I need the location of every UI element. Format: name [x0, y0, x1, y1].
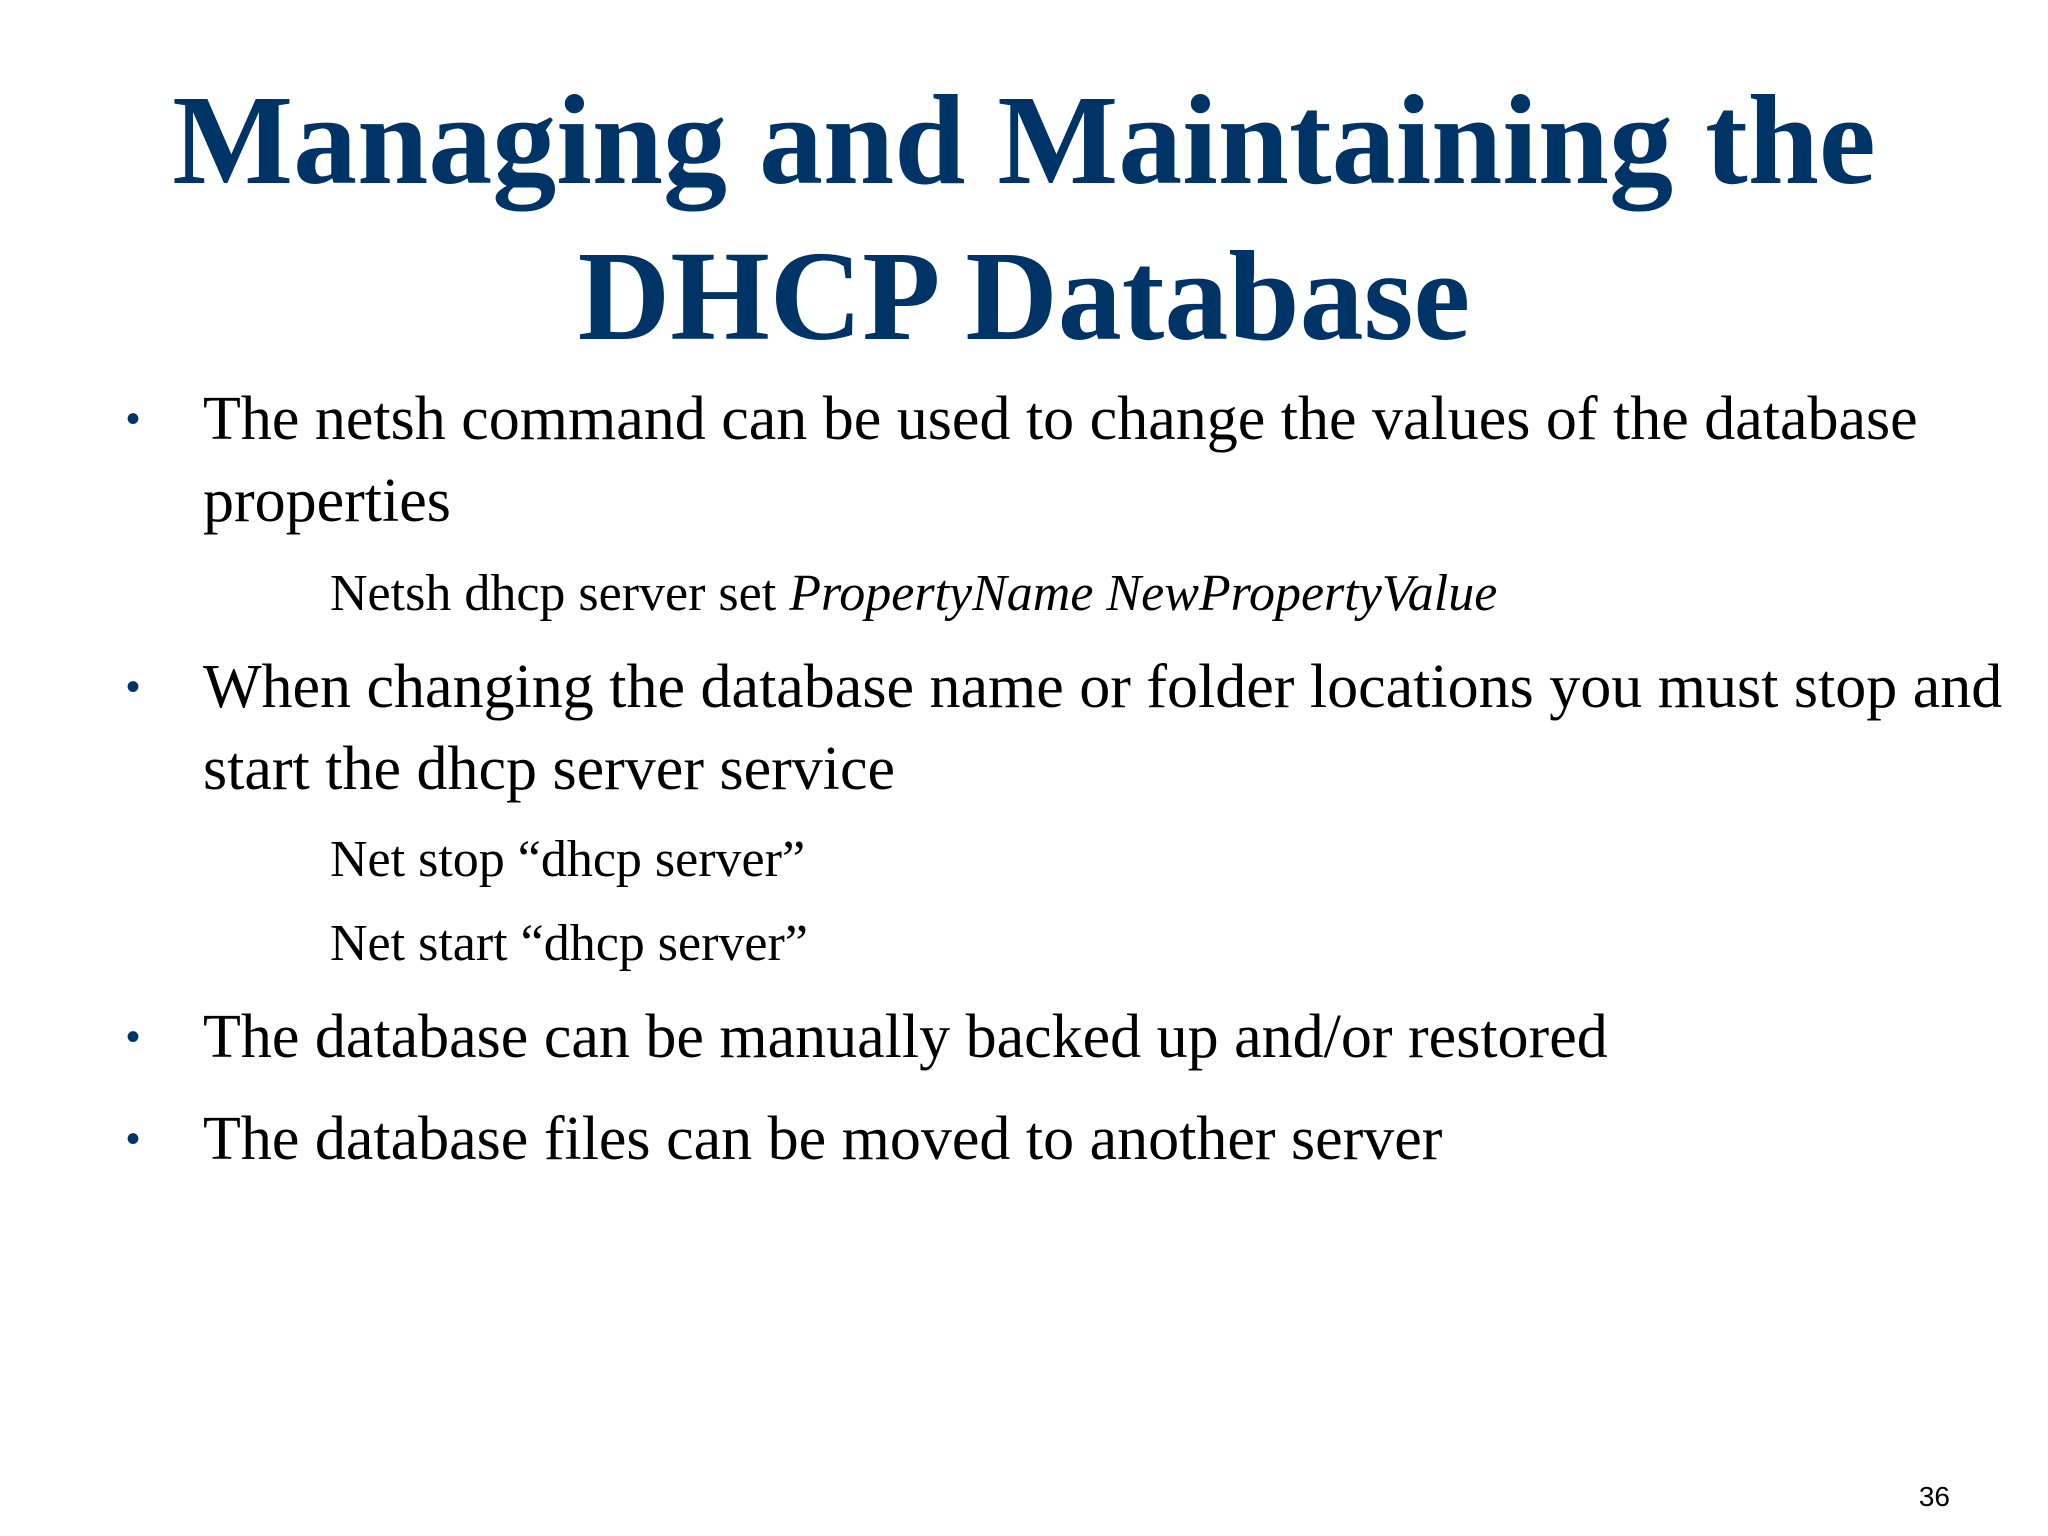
- net-stop-command: Net stop “dhcp server”: [330, 831, 806, 888]
- netsh-command-params: PropertyName NewPropertyValue: [789, 565, 1498, 622]
- netsh-command-prefix: Netsh dhcp server set: [330, 565, 790, 622]
- bullet-marker: •: [126, 1117, 141, 1161]
- page-number: 36: [1918, 1481, 1950, 1512]
- bullet-marker: •: [126, 665, 141, 709]
- slide-title-line-1: Managing and Maintaining the: [172, 69, 1876, 211]
- netsh-command-line: [330, 552, 1497, 636]
- bullet-text: The database can be manually backed up and/or restored: [203, 1003, 1608, 1071]
- slide-title: [0, 62, 2048, 374]
- bullet-marker: •: [126, 1015, 141, 1059]
- bullet-text: The netsh command can be used to change the values of the database properties: [203, 385, 1918, 535]
- slide-title-line-2: DHCP Database: [577, 225, 1471, 367]
- bullet-marker: •: [126, 397, 141, 441]
- net-start-command: Net start “dhcp server”: [330, 915, 808, 972]
- bullet-text: The database files can be moved to another server: [203, 1105, 1443, 1173]
- bullet-text: When changing the database name or folder locations you must stop and start the dhcp server service: [203, 653, 2003, 803]
